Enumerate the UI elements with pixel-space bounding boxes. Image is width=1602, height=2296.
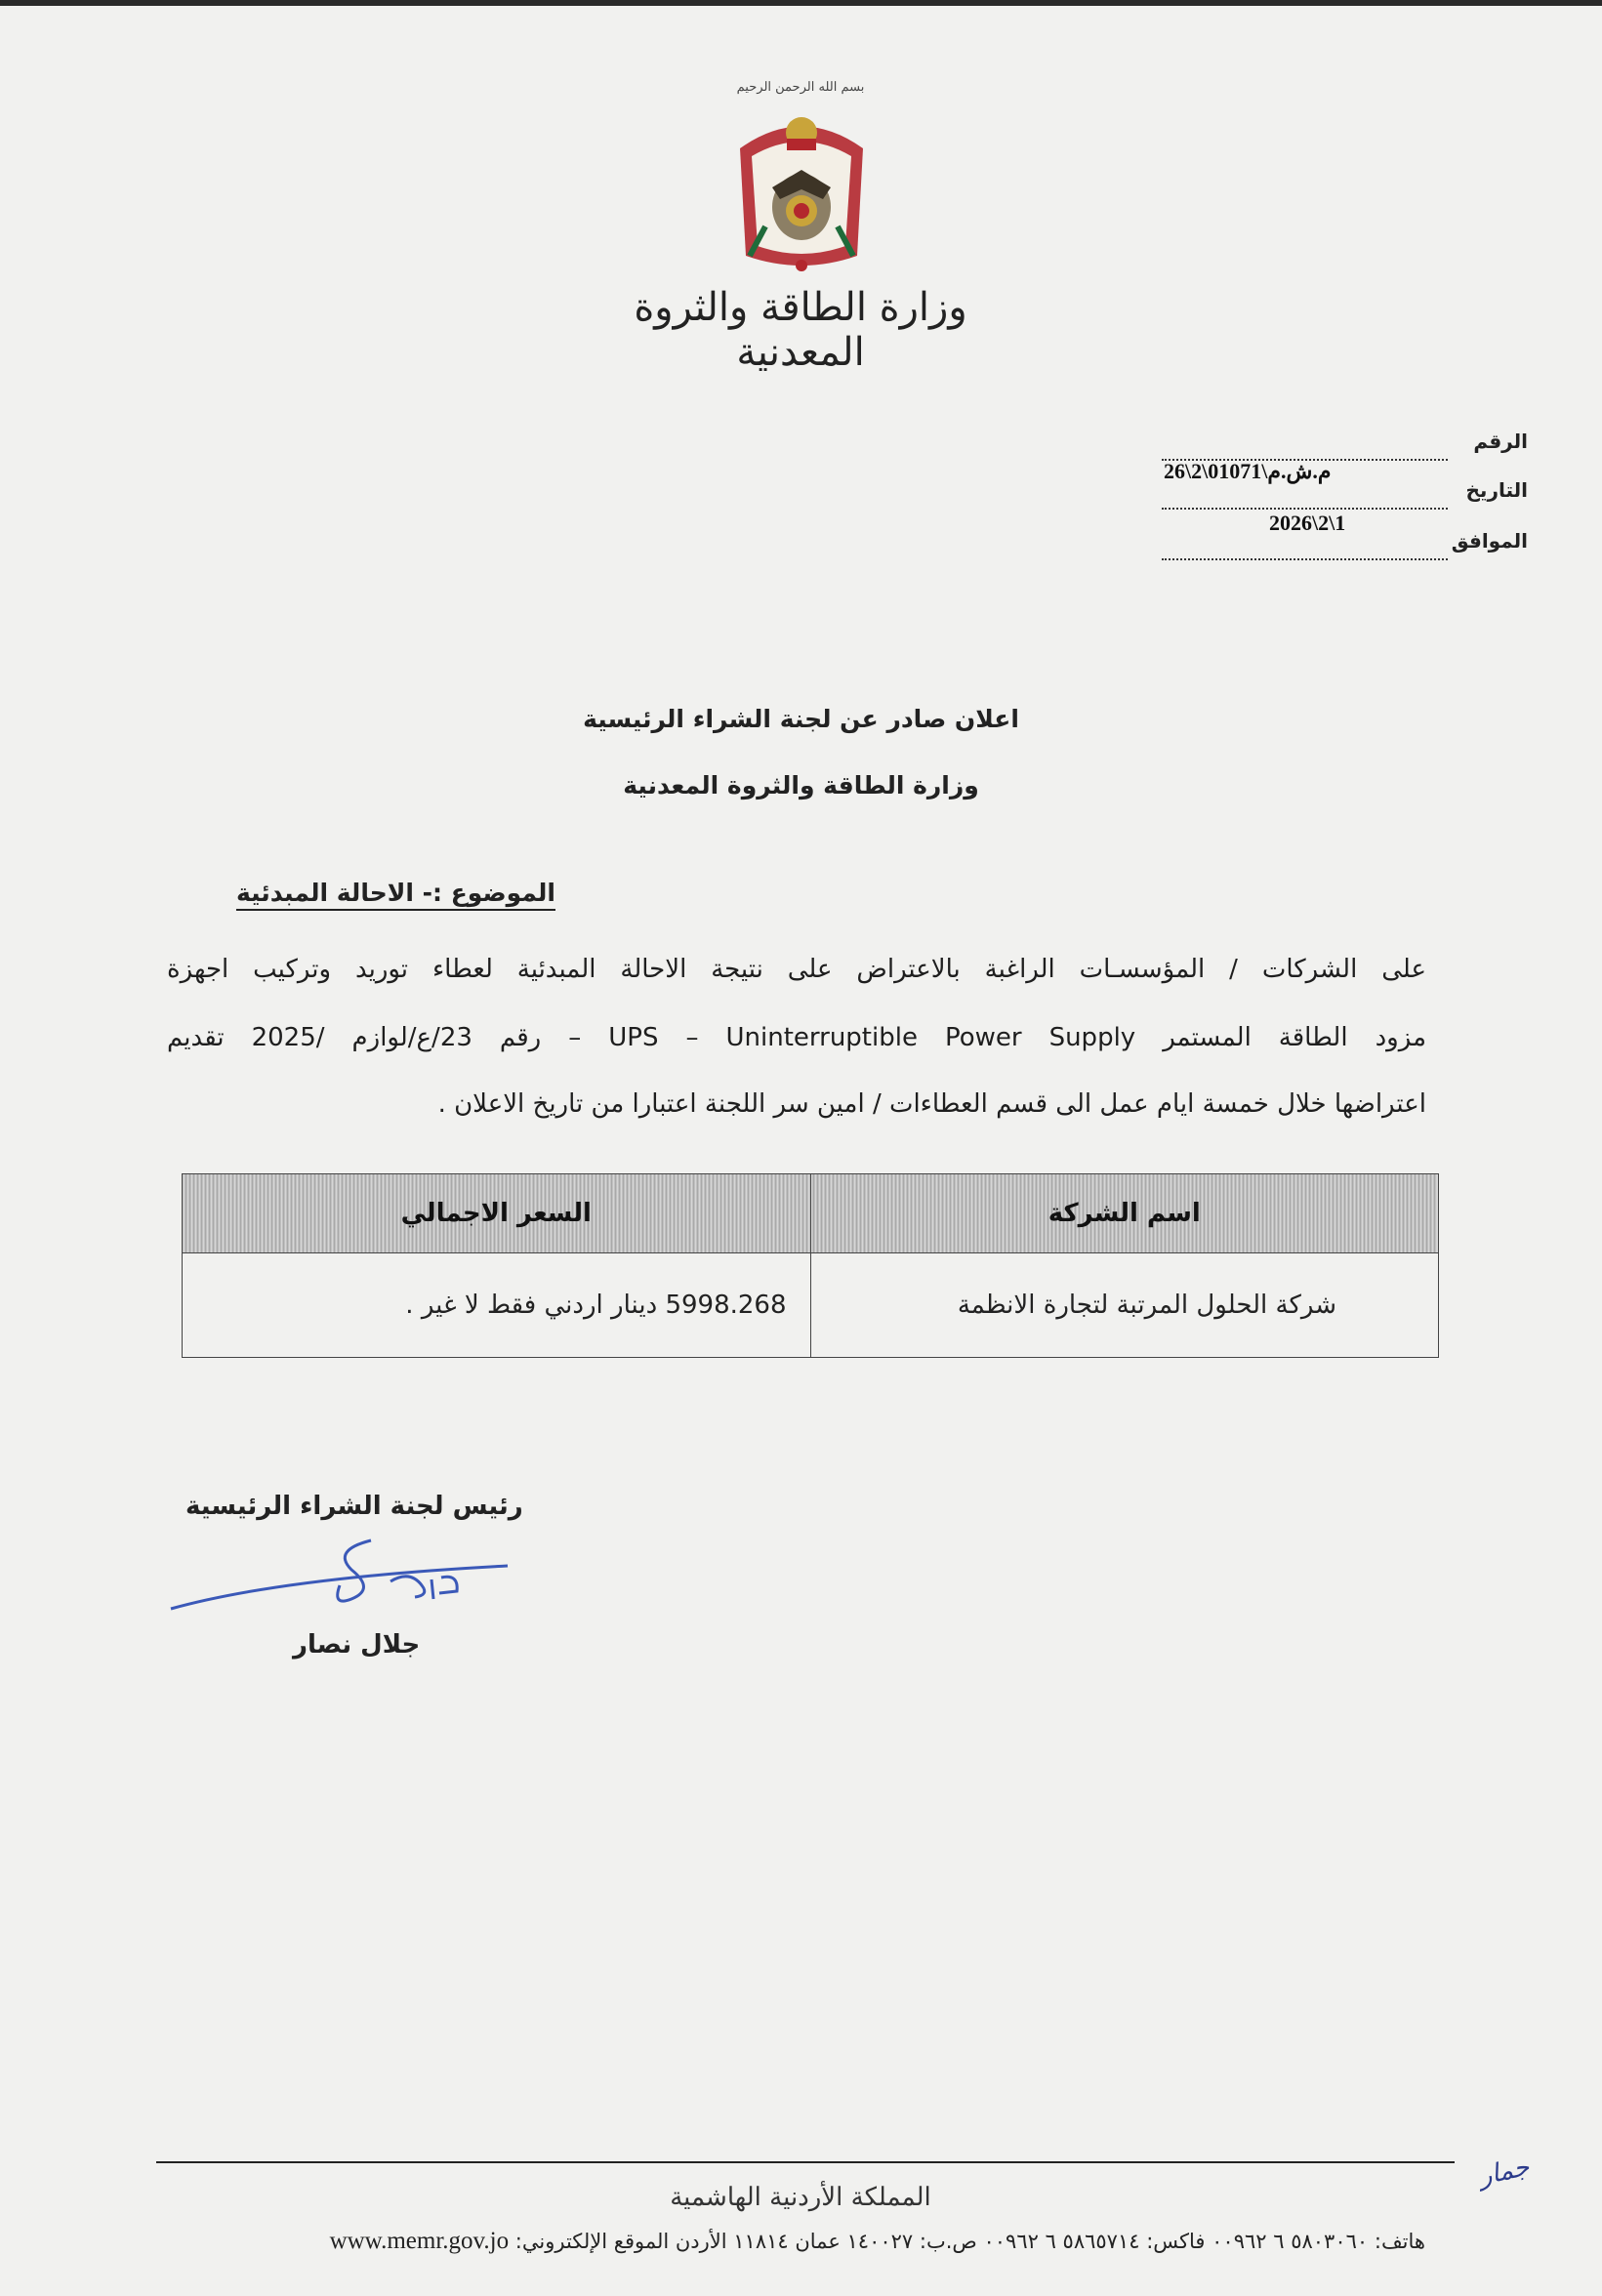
coat-of-arms-icon [730,109,873,283]
company-name-cell: شركة الحلول المرتبة لتجارة الانظمة [810,1253,1439,1358]
award-table [182,1173,1439,1358]
footer-website-link[interactable]: www.memr.gov.jo [329,2228,510,2254]
reference-date-value: 2026\2\1 [1269,511,1346,535]
margin-initial-mark: جمار [1476,2152,1533,2193]
reference-number-label: الرقم [1473,430,1528,453]
signatory-title: رئيس لجنة الشراء الرئيسية [185,1492,523,1521]
reference-number-value: م.ش.م\01071\2\26 [1164,459,1332,483]
table-row [183,1253,1439,1358]
reference-hijri-label: الموافق [1451,529,1528,553]
reference-hijri-row [1162,529,1528,568]
body-line-3: اعتراضها خلال خمسة ايام عمل الى قسم العطاءات / امين سر اللجنة اعتبارا من تاريخ الاعلان . [437,1089,1426,1119]
announcement-title: اعلان صادر عن لجنة الشراء الرئيسية [583,705,1019,733]
body-line-1: على الشركات / المؤسسـات الراغبة بالاعتراض على نتيجة الاحالة المبدئية لعطاء توريد وتركيب اجهزة [167,955,1426,984]
footer-kingdom-name: المملكة الأردنية الهاشمية [670,2183,931,2212]
announcement-subject: الموضوع :- الاحالة المبدئية [235,879,555,907]
column-header-price: السعر الاجمالي [183,1174,811,1253]
handwritten-signature-icon [166,1531,517,1638]
award-table-header [183,1174,1439,1253]
scan-top-edge [0,0,1602,6]
footer-contact-details: هاتف: ٥٨٠٣٠٦٠ ٦ ٠٠٩٦٢ فاكس: ٥٨٦٥٧١٤ ٦ ٠٠٩٦٢ ص.ب: ١٤٠٠٢٧ عمان ١١٨١٤ الأردن الموقع الإلكتروني: [514,2230,1425,2253]
total-price-cell: 5998.268 دينار اردني فقط لا غير . [183,1253,811,1358]
footer-divider [156,2161,1455,2163]
reference-date-label: التاريخ [1465,478,1528,502]
ministry-logo-text: وزارة الطاقة والثروة المعدنية [634,285,967,375]
footer-contact-line [185,2228,1425,2255]
signatory-name: جلال نصار [293,1630,421,1660]
announcement-ministry: وزارة الطاقة والثروة المعدنية [623,771,979,800]
body-line-2: مزود الطاقة المستمر UPS – Uninterruptible Power Supply – رقم 23/ع/لوازم /2025 تقديم [167,1023,1426,1052]
bismillah-text: بسم الله الرحمن الرحيم [736,80,865,95]
column-header-company: اسم الشركة [810,1174,1439,1253]
